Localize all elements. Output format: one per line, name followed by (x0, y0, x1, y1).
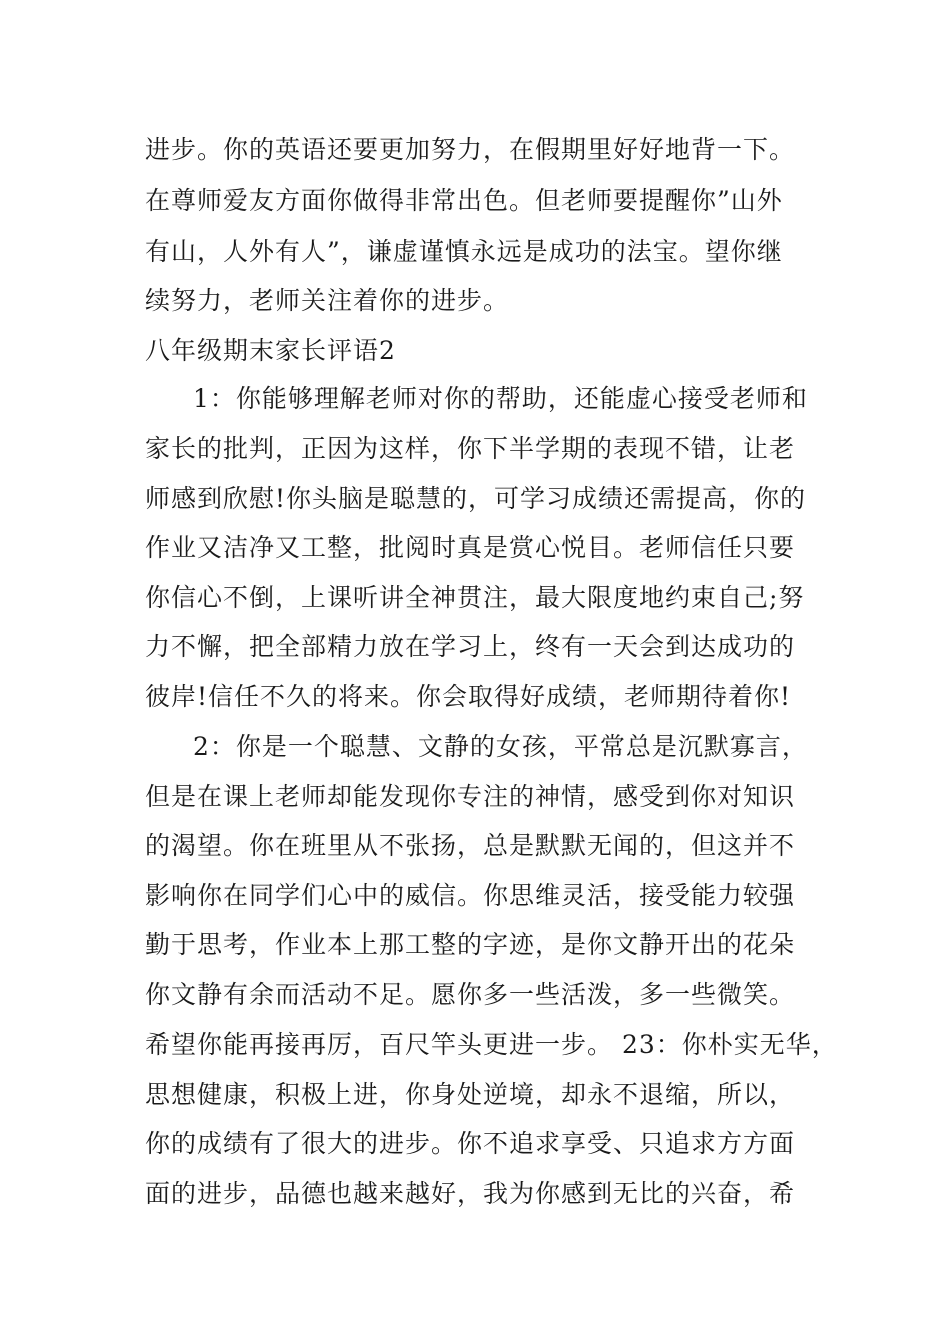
text-line: 作业又洁净又工整，批阅时真是赏心悦目。老师信任只要 (145, 533, 796, 562)
text-line: 2：你是一个聪慧、文静的女孩，平常总是沉默寡言， (193, 732, 808, 761)
text-line: 在尊师爱友方面你做得非常出色。但老师要提醒你”山外 (145, 186, 783, 215)
text-line: 影响你在同学们心中的威信。你思维灵活，接受能力较强 (145, 881, 796, 910)
text-line: 有山，人外有人”，谦虚谨慎永远是成功的法宝。望你继 (145, 237, 783, 266)
text-line: 你信心不倒，上课听讲全神贯注，最大限度地约束自己;努 (145, 583, 805, 612)
text-line: 续努力，老师关注着你的进步。 (145, 286, 510, 315)
text-line: 希望你能再接再厉，百尺竿头更进一步。 23：你朴实无华， (145, 1030, 838, 1059)
text-line: 师感到欣慰!你头脑是聪慧的，可学习成绩还需提高，你的 (145, 484, 807, 513)
section-heading: 八年级期末家长评语2 (145, 336, 396, 365)
text-line: 力不懈，把全部精力放在学习上，终有一天会到达成功的 (145, 632, 796, 661)
text-line: 家长的批判，正因为这样，你下半学期的表现不错，让老 (145, 434, 796, 463)
text-line: 彼岸!信任不久的将来。你会取得好成绩，老师期待着你! (145, 682, 792, 711)
text-line: 思想健康，积极上进，你身处逆境，却永不退缩，所以， (145, 1080, 796, 1109)
text-line: 勤于思考，作业本上那工整的字迹，是你文静开出的花朵 (145, 930, 796, 959)
text-line: 但是在课上老师却能发现你专注的神情，感受到你对知识 (145, 782, 796, 811)
text-line: 的渴望。你在班里从不张扬，总是默默无闻的，但这并不 (145, 831, 796, 860)
text-line: 进步。你的英语还要更加努力，在假期里好好地背一下。 (145, 135, 796, 164)
text-line: 你的成绩有了很大的进步。你不追求享受、只追求方方面 (145, 1129, 796, 1158)
text-line: 你文静有余而活动不足。愿你多一些活泼，多一些微笑。 (145, 980, 796, 1009)
text-line: 1：你能够理解老师对你的帮助，还能虚心接受老师和 (193, 384, 808, 413)
text-line: 面的进步，品德也越来越好，我为你感到无比的兴奋，希 (145, 1179, 796, 1208)
